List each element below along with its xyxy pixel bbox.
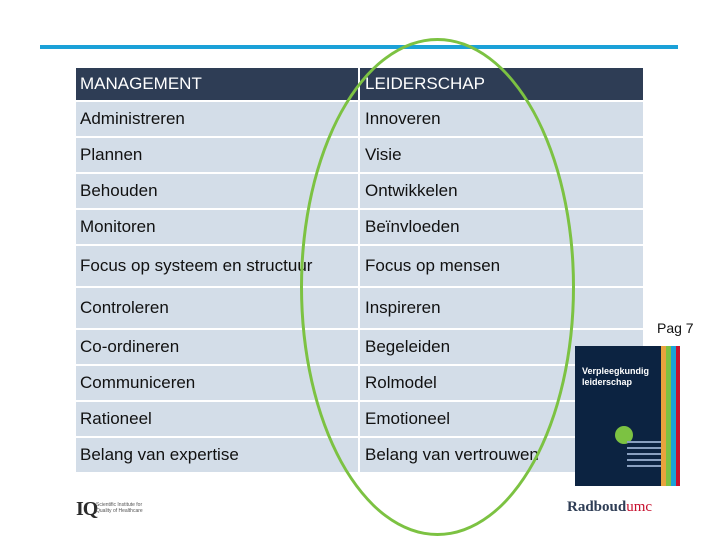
header-management: MANAGEMENT [76,68,358,100]
leiderschap-cell: Beïnvloeden [360,210,643,244]
management-cell: Administreren [76,102,358,136]
radboud-logo-main: Radboud [567,499,627,515]
table-row [76,246,643,286]
radboud-logo-suffix: umc [626,499,653,515]
table-row [76,288,643,328]
leiderschap-cell: Rolmodel [360,366,643,400]
book-title: Verpleegkundig leiderschap [582,366,650,387]
management-cell: Focus op systeem en structuur [76,246,358,286]
leiderschap-cell: Emotioneel [360,402,643,436]
page-reference: Pag 7 [657,320,694,336]
comparison-table [74,66,645,474]
management-cell: Monitoren [76,210,358,244]
iq-logo-text: Scientific Institute for Quality of Healthcare [96,502,143,514]
radboudumc-logo [567,499,652,516]
table-row [76,174,643,208]
management-cell: Controleren [76,288,358,328]
iq-logo-mark: IQ [76,498,98,520]
leiderschap-cell: Belang van vertrouwen [360,438,643,472]
management-cell: Co-ordineren [76,330,358,364]
leiderschap-cell: Inspireren [360,288,643,328]
iq-logo [76,498,143,521]
table-row [76,366,643,400]
leiderschap-cell: Visie [360,138,643,172]
table-row [76,438,643,472]
table-row [76,330,643,364]
leiderschap-cell: Innoveren [360,102,643,136]
management-cell: Belang van expertise [76,438,358,472]
header-leiderschap: LEIDERSCHAP [360,68,643,100]
management-cell: Plannen [76,138,358,172]
management-cell: Rationeel [76,402,358,436]
book-stripe [676,346,680,486]
book-cover-image [575,346,680,486]
leiderschap-cell: Begeleiden [360,330,643,364]
management-cell: Behouden [76,174,358,208]
management-cell: Communiceren [76,366,358,400]
table-header-row [76,68,643,100]
top-accent-line [40,45,678,49]
table-row [76,102,643,136]
leiderschap-cell: Ontwikkelen [360,174,643,208]
table-row [76,138,643,172]
leiderschap-cell: Focus op mensen [360,246,643,286]
table-row [76,210,643,244]
table-row [76,402,643,436]
